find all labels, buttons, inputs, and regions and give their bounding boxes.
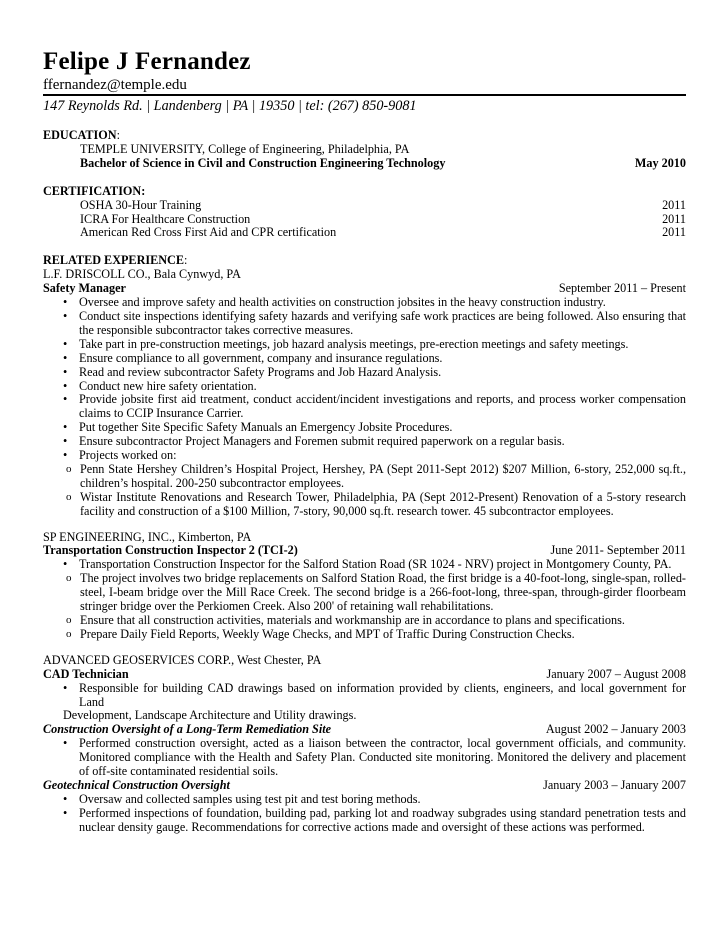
duties-list — [43, 737, 686, 779]
list-item: • Ensure compliance to all government, company and insurance regulations. — [79, 352, 686, 366]
job-dates: January 2003 – January 2007 — [543, 777, 686, 792]
list-item: o Ensure that all construction activities, materials and workmanship are in accordance to plans and specifications. — [80, 614, 686, 628]
list-item: • Responsible for building CAD drawings based on information provided by clients, engineers, and local government for Land — [79, 682, 686, 710]
employer-name: L.F. DRISCOLL CO., Bala Cynwyd, PA — [43, 267, 241, 282]
certification-section — [43, 185, 686, 241]
certification-year: 2011 — [662, 197, 686, 212]
job-dates: January 2007 – August 2008 — [546, 666, 686, 681]
list-item: • Read and review subcontractor Safety Programs and Job Hazard Analysis. — [79, 366, 686, 380]
email-address: ffernandez@temple.edu — [43, 77, 187, 93]
list-item: • Oversaw and collected samples using test pit and test boring methods. — [79, 793, 686, 807]
certification-row — [43, 213, 686, 227]
job-title-row — [43, 544, 686, 558]
education-heading — [43, 129, 686, 143]
job-title: Safety Manager — [43, 281, 126, 296]
certification-name: American Red Cross First Aid and CPR certification — [80, 225, 337, 240]
job-title: Transportation Construction Inspector 2 (TCI-2) — [43, 543, 298, 558]
job-title: Construction Oversight of a Long-Term Remediation Site — [43, 722, 332, 737]
spacer — [43, 519, 686, 531]
list-item-continuation: Development, Landscape Architecture and Utility drawings. — [63, 708, 357, 723]
education-heading-colon: : — [116, 128, 120, 142]
list-item: • Ensure subcontractor Project Managers and Foremen submit required paperwork on a regular basis. — [79, 435, 686, 449]
certification-name: OSHA 30-Hour Training — [80, 197, 202, 212]
employer-sp-engineering — [43, 531, 686, 642]
list-item: • Performed inspections of foundation, building pad, parking lot and roadway subgrades using standard penetration tests and nuclear density gauge. Recommendations for corrective actions made and oversight of these actions was performed. — [79, 807, 686, 835]
job-title: CAD Technician — [43, 666, 129, 681]
certification-year: 2011 — [662, 225, 686, 240]
certification-name: ICRA For Healthcare Construction — [80, 211, 251, 226]
projects-list — [43, 463, 686, 519]
job-title-row — [43, 779, 686, 793]
spacer — [43, 115, 686, 129]
education-degree: Bachelor of Science in Civil and Construction Engineering Technology — [80, 155, 446, 170]
employer-name: SP ENGINEERING, INC., Kimberton, PA — [43, 529, 252, 544]
experience-heading-colon: : — [183, 253, 188, 268]
mailing-address: 147 Reynolds Rd. | Landenberg | PA | 19350 | tel: (267) 850-9081 — [43, 98, 417, 114]
sub-duties-list — [43, 572, 686, 642]
list-item: o Wistar Institute Renovations and Research Tower, Philadelphia, PA (Sept 2012-Present) Renovation of a 5-story research facility and construction of a $100 Million, 7-story, 90,000 sq.ft. research tower. 45 subcontractor employees. — [80, 491, 686, 519]
list-item: • Conduct new hire safety orientation. — [79, 380, 686, 394]
experience-section — [43, 254, 686, 834]
certification-row — [43, 226, 686, 240]
employer-advanced-geoservices — [43, 654, 686, 835]
list-item: • Conduct site inspections identifying safety hazards and verifying safe work practices are being followed. Also ensuring that the responsible subcontractor takes corrective measures. — [79, 310, 686, 338]
list-item: • Take part in pre-construction meetings, job hazard analysis meetings, pre-erection meetings and safety meetings. — [79, 338, 686, 352]
certification-row — [43, 199, 686, 213]
education-date: May 2010 — [634, 155, 686, 170]
education-heading-text: EDUCATION — [43, 128, 117, 142]
employer-ldriscoll — [43, 268, 686, 518]
list-item: • Transportation Construction Inspector for the Salford Station Road (SR 1024 - NRV) project in Montgomery County, PA. — [79, 558, 686, 572]
applicant-name: Felipe J Fernandez — [43, 48, 251, 75]
list-item: • Performed construction oversight, acted as a liaison between the contractor, local government officials, and community. Monitored compliance with the Health and Safety Plan. Conducted site monitoring. Monitored the delivery and placement of off-site contaminated residential soils. — [79, 737, 686, 779]
job-dates: June 2011- September 2011 — [550, 543, 686, 558]
list-item: • Projects worked on: — [79, 449, 686, 463]
education-school: TEMPLE UNIVERSITY, College of Engineering, Philadelphia, PA — [80, 141, 410, 156]
certification-heading: CERTIFICATION: — [43, 183, 146, 198]
resume-page — [43, 48, 686, 835]
list-item: • Oversee and improve safety and health activities on construction jobsites in the heavy construction industry. — [79, 296, 686, 310]
job-title-row — [43, 668, 686, 682]
duties-list — [43, 793, 686, 835]
list-item: o Penn State Hershey Children’s Hospital Project, Hershey, PA (Sept 2011-Sept 2012) $207 Million, 6-story, 252,000 sq.ft., children’s hospital. 200-250 subcontractor employees. — [80, 463, 686, 491]
job-dates: August 2002 – January 2003 — [545, 722, 686, 737]
education-section — [43, 129, 686, 171]
experience-heading — [43, 254, 686, 268]
job-title-row — [43, 723, 686, 737]
duties-list — [43, 558, 686, 572]
spacer — [43, 240, 686, 254]
job-title-row — [43, 282, 686, 296]
spacer — [43, 171, 686, 185]
list-item: • Put together Site Specific Safety Manuals an Emergency Jobsite Procedures. — [79, 421, 686, 435]
employer-name: ADVANCED GEOSERVICES CORP., West Chester, PA — [43, 652, 322, 667]
experience-heading-text: RELATED EXPERIENCE — [43, 253, 184, 268]
list-item: • Provide jobsite first aid treatment, conduct accident/incident investigations and reports, and process worker compensation claims to CCIP Insurance Carrier. — [79, 393, 686, 421]
list-item: o Prepare Daily Field Reports, Weekly Wage Checks, and MPT of Traffic During Construction Checks. — [80, 628, 686, 642]
spacer — [43, 642, 686, 654]
header-divider — [43, 94, 686, 96]
job-title: Geotechnical Construction Oversight — [43, 777, 230, 792]
duties-list — [43, 296, 686, 463]
certification-year: 2011 — [662, 211, 686, 226]
education-degree-row — [43, 157, 686, 171]
list-item: o The project involves two bridge replacements on Salford Station Road, the first bridge is a 40-foot-long, single-span, rolled-steel, I-beam bridge over the Mill Race Creek. The second bridge is a 266-foot-long, three-span, through-girder floorbeam stringer bridge over the Perkiomen Creek. Also 200' of retaining wall rehabilitations. — [80, 572, 686, 614]
job-dates: September 2011 – Present — [558, 281, 686, 296]
duties-list — [43, 682, 686, 710]
